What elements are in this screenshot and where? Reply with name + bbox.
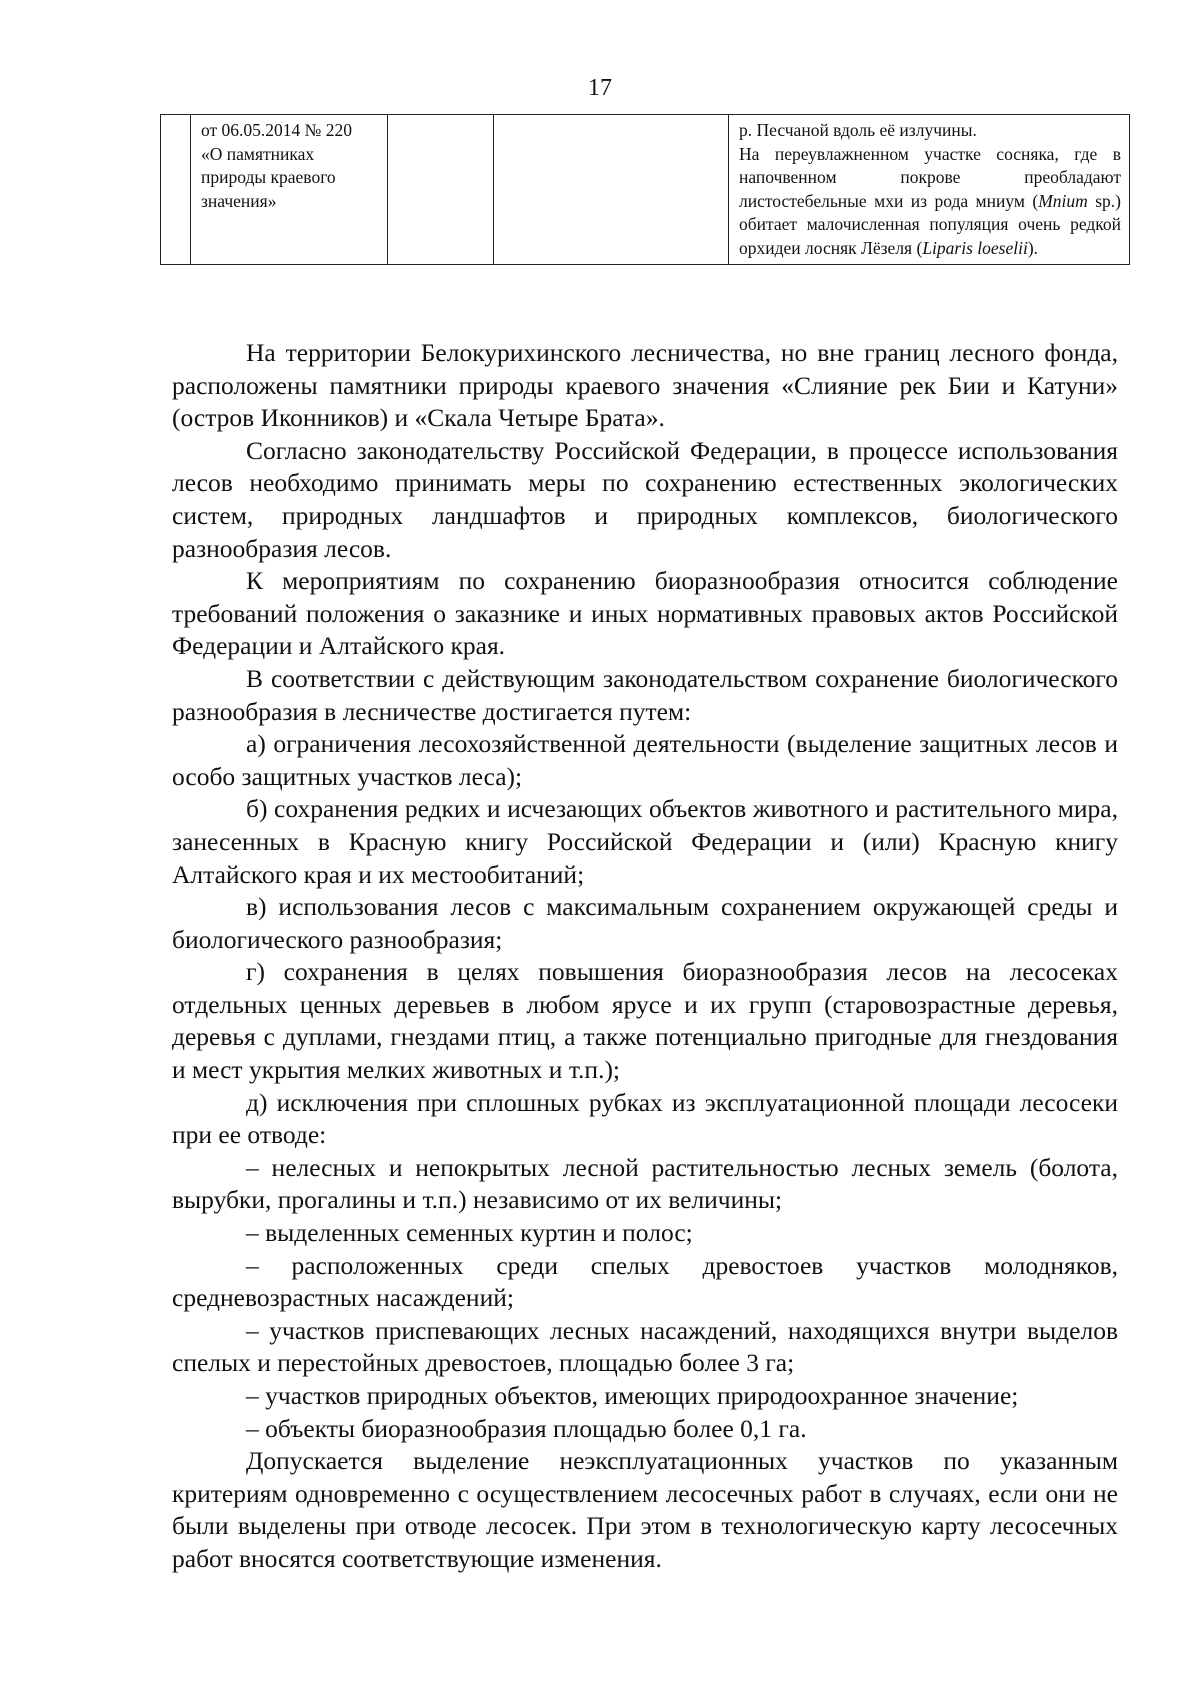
paragraph: В соответствии с действующим законодательством сохранение биологического разнообразия в лесничестве достигается путем: [172, 663, 1118, 726]
list-item: в) использования лесов с максимальным сохранением окружающей среды и биологического разнообразия; [172, 892, 1118, 954]
sub-list-item: – нелесных и непокрытых лесной растительностью лесных земель (болота, вырубки, прогалины и т.п.) независимо от их величины; [172, 1152, 1118, 1215]
sub-list-item: – участков природных объектов, имеющих природоохранное значение; [246, 1381, 1019, 1410]
description-first-line: р. Песчаной вдоль её излучины. [739, 120, 977, 140]
latin-name: Mnium [1038, 190, 1088, 211]
page-number: 17 [588, 75, 612, 101]
paragraph: К мероприятиям по сохранению биоразнообразия относится соблюдение требований положения о заказнике и иных нормативных правовых актов Российской Федерации и Алтайского края. [172, 566, 1118, 661]
description-text [739, 143, 1121, 261]
sub-list-item: – объекты биоразнообразия площадью более 0,1 га. [246, 1413, 807, 1443]
list-item: д) исключения при сплошных рубках из эксплуатационной площади лесосеки при ее отводе: [172, 1087, 1118, 1150]
document-body [172, 337, 1118, 1576]
sub-list-item: – расположенных среди спелых древостоев участков молодняков, средневозрастных насаждений; [172, 1250, 1118, 1313]
table-cell-legal-act: от 06.05.2014 № 220 «О памятниках природы краевого значения» [191, 115, 388, 265]
sub-list-item: – выделенных семенных куртин и полос; [246, 1218, 693, 1248]
table-cell-description [729, 115, 1130, 265]
paragraph: Допускается выделение неэксплуатационных участков по указанным критериям одновременно с осуществлением лесосечных работ в случаях, если они не были выделены при отводе лесосек. При этом в технологическую карту лесосечных работ вносятся соответствующие изменения. [172, 1446, 1118, 1573]
table-cell-empty [388, 115, 494, 265]
latin-name: Liparis loeselii [922, 237, 1028, 258]
paragraph: Согласно законодательству Российской Федерации, в процессе использования лесов необходимо принимать меры по сохранению естественных экологических систем, природных ландшафтов и природных комплексов, биологического разнообразия лесов. [172, 435, 1118, 563]
description-part: На переувлажненном участке сосняка, где в напочвенном покрове преобладают листостебельные мхи из рода мниум ( [739, 143, 1121, 211]
list-item: г) сохранения в целях повышения биоразнообразия лесов на лесосеках отдельных ценных деревьев в любом ярусе и их групп (старовозрастные деревья, деревья с дуплами, гнездами птиц, а также потенциально пригодные для гнездования и мест укрытия мелких животных и т.п.); [172, 957, 1118, 1085]
table-row [161, 115, 1130, 265]
list-item: а) ограничения лесохозяйственной деятельности (выделение защитных лесов и особо защитных участков леса); [172, 729, 1118, 791]
description-part: ). [1027, 237, 1039, 258]
table-cell-empty [494, 115, 729, 265]
paragraph: На территории Белокурихинского лесничества, но вне границ лесного фонда, расположены памятники природы краевого значения «Слияние рек Бии и Катуни» (остров Иконников) и «Скала Четыре Брата». [172, 338, 1118, 433]
table-cell-number [161, 115, 191, 265]
list-item: б) сохранения редких и исчезающих объектов животного и растительного мира, занесенных в Красную книгу Российской Федерации и (или) Красную книгу Алтайского края и их местообитаний; [172, 794, 1118, 889]
continued-table [160, 114, 1130, 265]
sub-list-item: – участков приспевающих лесных насаждений, находящихся внутри выделов спелых и перестойных древостоев, площадью более 3 га; [172, 1315, 1118, 1378]
description-part: sp.) обитает малочисленная популяция очень редкой орхидеи лосняк Лёзеля ( [739, 190, 1121, 258]
